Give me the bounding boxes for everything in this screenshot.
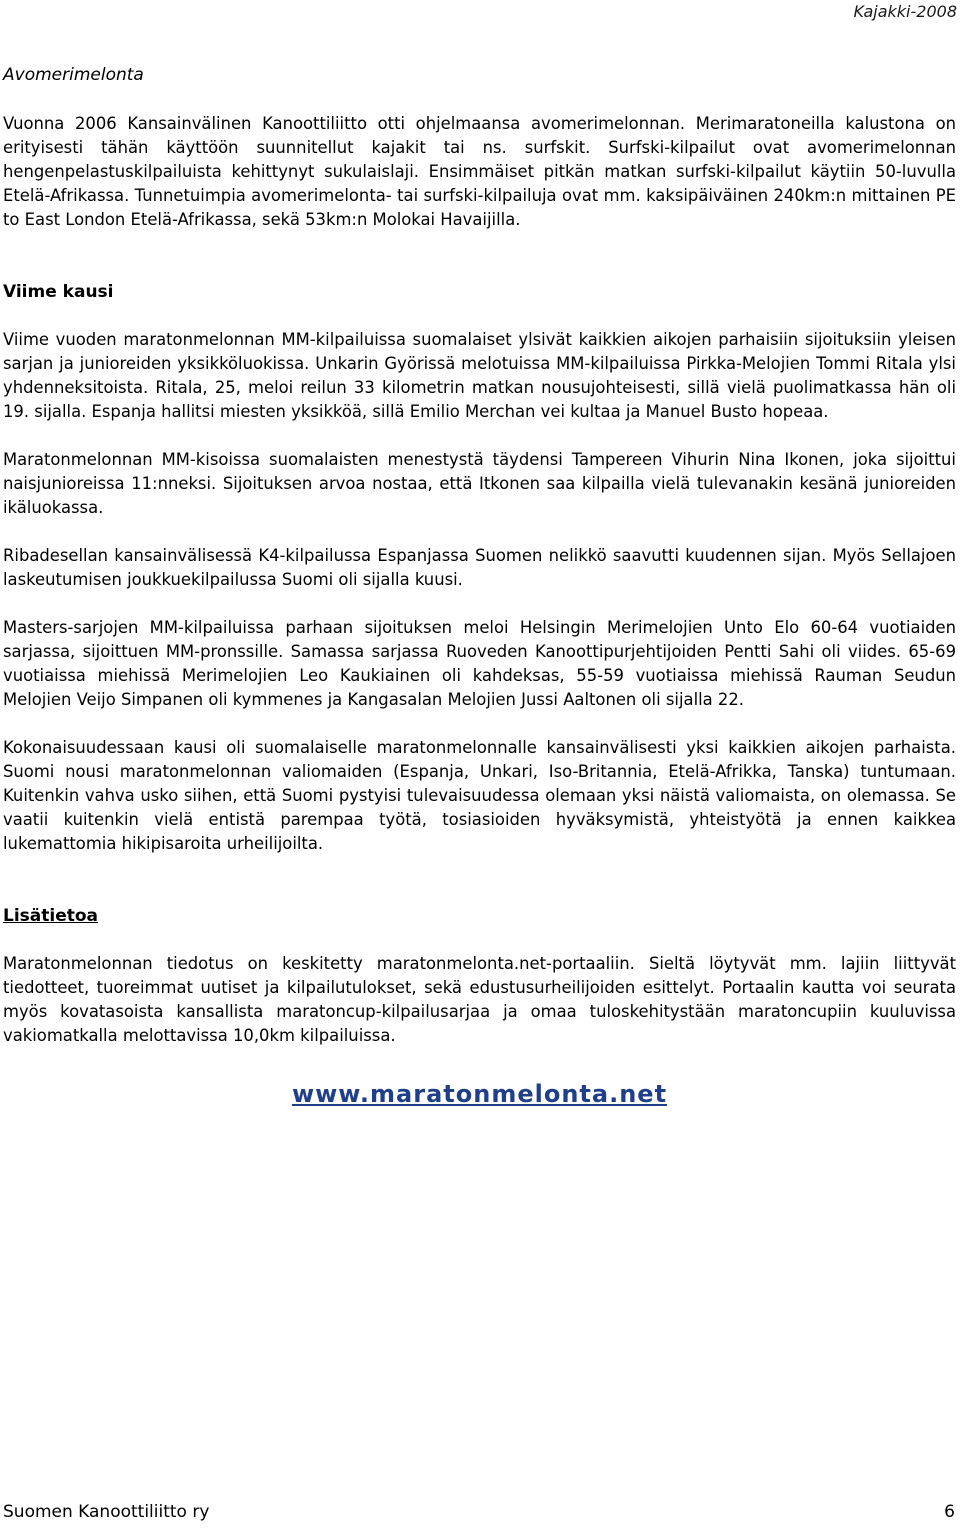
paragraph-viime-kausi-3: Ribadesellan kansainvälisessä K4-kilpailussa Espanjassa Suomen nelikkö saavutti kuudennen sijan. Myös Sellajoen laskeutumisen joukkuekilpailussa Suomi oli sijalla kuusi. bbox=[3, 546, 956, 589]
paragraph-viime-kausi-2: Maratonmelonnan MM-kisoissa suomalaisten menestystä täydensi Tampereen Vihurin Nina Ikonen, joka sijoittui naisjunioreissa 11:nneksi. Sijoituksen arvoa nostaa, että Itkonen saa kilpailla vielä tulevanakin kesänä junioreiden ikäluokassa. bbox=[3, 450, 956, 517]
section-title-avomerimelonta: Avomerimelonta bbox=[3, 65, 144, 85]
website-link[interactable]: www.maratonmelonta.net bbox=[291, 1080, 668, 1108]
paragraph-viime-kausi-5: Kokonaisuudessaan kausi oli suomalaiselle maratonmelonnalle kansainvälisesti yksi kaikkien aikojen parhaista. Suomi nousi maratonmelonnan valiomaiden (Espanja, Unkari, Iso-Britannia, Etelä-Afrikka, Tanska) tuntumaan. Kuitenkin vahva usko siihen, että Suomi pystyisi tulevaisuudessa olemaan yksi näistä valiomaista, on olemassa. Se vaatii kuitenkin vielä entistä parempaa työtä, tosiasioiden hyväksymistä, yhteistyötä ja ennen kaikkea lukemattomia hikipisaroita urheilijoilta. bbox=[3, 738, 956, 853]
paragraph-lisatietoa: Maratonmelonnan tiedotus on keskitetty maratonmelonta.net-portaaliin. Sieltä löytyvät mm. lajiin liittyvät tiedotteet, tuoreimmat uutiset ja kilpailutulokset, sekä edustusurheilijoiden esittelyt. Portaalin kautta voi seurata myös kovatasoista kansallista maratoncup-kilpailusarjaa ja omaa tuloskehitystään maratoncupiin kuuluvissa vakiomatkalla melottavissa 10,0km kilpailuissa. bbox=[3, 954, 956, 1045]
paragraph-viime-kausi-4: Masters-sarjojen MM-kilpailuissa parhaan sijoituksen meloi Helsingin Merimelojien Unto Elo 60-64 vuotiaiden sarjassa, sijoittuen MM-pronssille. Samassa sarjassa Ruoveden Kanoottipurjehtijoiden Pentti Sahi oli viides. 65-69 vuotiaissa miehissä Merimelojien Leo Kaukiainen oli kahdeksas, 55-59 vuotiaissa miehissä Rauman Seudun Melojien Veijo Simpanen oli kymmenes ja Kangasalan Melojien Jussi Aaltonen oli sijalla 22. bbox=[3, 618, 956, 709]
footer-organization: Suomen Kanoottiliitto ry bbox=[3, 1502, 210, 1522]
paragraph-avomerimelonta: Vuonna 2006 Kansainvälinen Kanoottiliitto otti ohjelmaansa avomerimelonnan. Merimaratoneilla kalustona on erityisesti tähän käyttöön suunnitellut kajakit tai ns. surfskit. Surfski-kilpailut ovat avomerimelonnan hengenpelastuskilpailuista kehittynyt sukulaislaji. Ensimmäiset pitkän matkan surfski-kilpailut käytiin 50-luvulla Etelä-Afrikassa. Tunnetuimpia avomerimelonta- tai surfski-kilpailuja ovat mm. kaksipäiväinen 240km:n mittainen PE to East London Etelä-Afrikassa, sekä 53km:n Molokai Havaijilla. bbox=[3, 114, 956, 229]
section-heading-viime-kausi: Viime kausi bbox=[3, 282, 114, 302]
page-content bbox=[3, 62, 956, 1110]
header-label: Kajakki-2008 bbox=[853, 2, 957, 21]
section-heading-lisatietoa: Lisätietoa bbox=[3, 906, 99, 926]
paragraph-viime-kausi-1: Viime vuoden maratonmelonnan MM-kilpailuissa suomalaiset ylsivät kaikkien aikojen parhaisiin sijoituksiin yleisen sarjan ja junioreiden yksikköluokissa. Unkarin Györissä melotuissa MM-kilpailuissa Pirkka-Melojien Tommi Ritala ylsi yhdenneksitoista. Ritala, 25, meloi reilun 33 kilometrin matkan nousujohteisesti, sillä vielä puolimatkassa hän oli 19. sijalla. Espanja hallitsi miesten yksikköä, sillä Emilio Merchan vei kultaa ja Manuel Busto hopeaa. bbox=[3, 330, 956, 421]
footer-page-number: 6 bbox=[944, 1502, 955, 1522]
page-footer bbox=[3, 1502, 955, 1522]
